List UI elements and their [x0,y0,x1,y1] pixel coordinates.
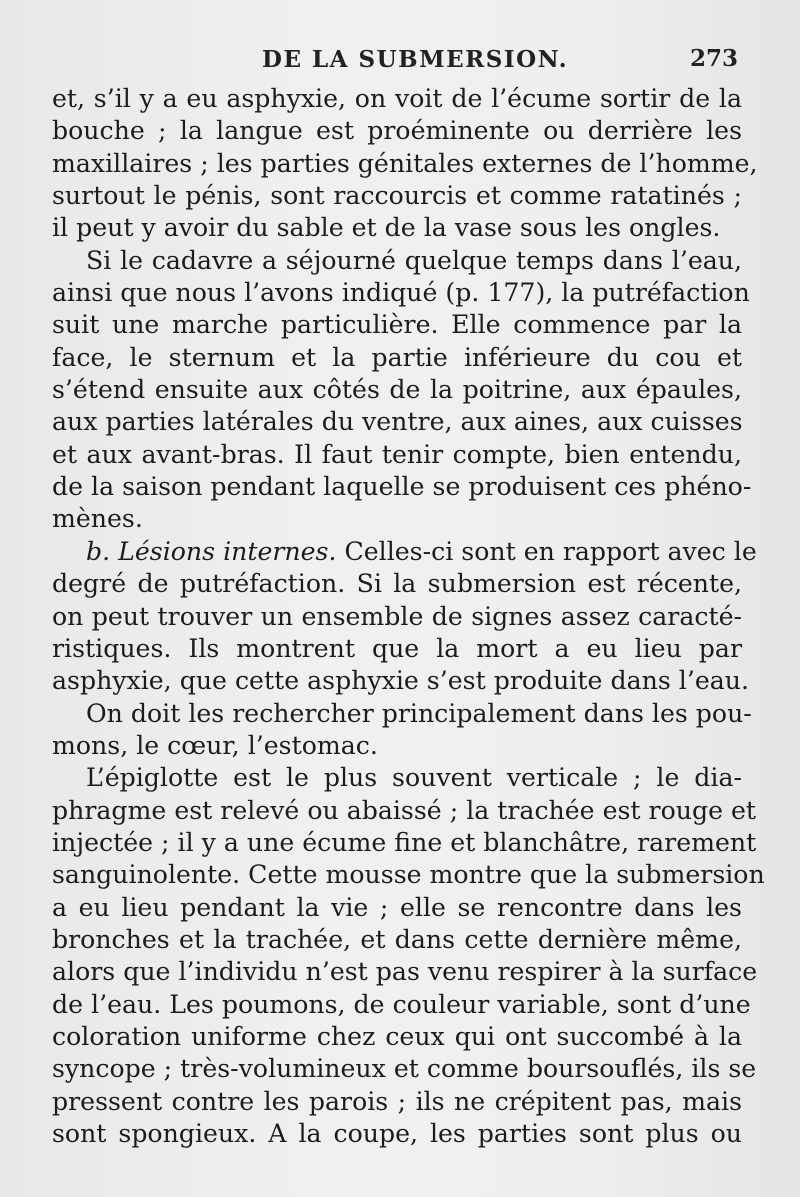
text-line: injectée ; il y a une écume fine et blanchâtre, rarement [52,827,757,857]
text-line: L’épiglotte est le plus souvent verticale ; le dia- [86,763,742,793]
body-text [52,83,765,1150]
text-line: ainsi que nous l’avons indiqué (p. 177), la putréfaction [52,278,750,308]
text-line: a eu lieu pendant la vie ; elle se rencontre dans les [52,892,742,922]
paragraph-1 [52,83,758,245]
text-line: Si le cadavre a séjourné quelque temps dans l’eau, [86,245,742,275]
text-line: coloration uniforme chez ceux qui ont succombé à la [52,1021,742,1051]
text-line: et aux avant-bras. Il faut tenir compte, bien entendu, [52,439,742,469]
text-line: aux parties latérales du ventre, aux aines, aux cuisses [52,407,743,437]
text-line: bronches et la trachée, et dans cette dernière même, [52,924,742,954]
text-line: sont spongieux. A la coupe, les parties sont plus ou [52,1119,742,1148]
paragraph-2 [52,245,752,536]
text-line: alors que l’individu n’est pas venu respirer à la surface [52,957,758,987]
text-line: asphyxie, que cette asphyxie s’est produite dans l’eau. [52,666,749,696]
text-line: maxillaires ; les parties génitales externes de l’homme, [52,148,758,178]
text-line: de l’eau. Les poumons, de couleur variable, sont d’une [52,989,751,1019]
text-line: phragme est relevé ou abaissé ; la trachée est rouge et [52,795,757,825]
text-line: On doit les rechercher principalement dans les pou- [86,698,752,728]
text-line: mènes. [52,504,143,534]
text-line: bouche ; la langue est proéminente ou derrière les [52,116,742,146]
text-line: on peut trouver un ensemble de signes assez caracté- [52,601,742,631]
page-number: 273 [689,45,738,72]
text-line: suit une marche particulière. Elle commence par la [52,310,742,340]
text-line: il peut y avoir du sable et de la vase sous les ongles. [52,213,721,243]
text-fragment: Celles-ci sont en rapport avec le [336,536,757,566]
text-line: s’étend ensuite aux côtés de la poitrine, aux épaules, [52,375,742,405]
text-line: face, le sternum et la partie inférieure du cou et [52,342,742,372]
text-line: et, s’il y a eu asphyxie, on voit de l’écume sortir de la [52,84,742,113]
paragraph-4 [52,698,752,763]
text-line [52,536,757,568]
text-line: degré de putréfaction. Si la submersion est récente, [52,569,742,599]
paragraph-5 [52,762,765,1150]
text-line: surtout le pénis, sont raccourcis et comme ratatinés ; [52,181,742,211]
paragraph-3 [52,536,757,698]
text-line: de la saison pendant laquelle se produisent ces phéno- [52,472,752,502]
section-lead: b. Lésions internes. [86,536,337,566]
text-line: ristiques. Ils montrent que la mort a eu lieu par [52,633,742,663]
running-title: DE LA SUBMERSION. [262,46,569,73]
text-line: pressent contre les parois ; ils ne crépitent pas, mais [52,1086,742,1116]
text-line: mons, le cœur, l’estomac. [52,730,378,760]
text-line: syncope ; très-volumineux et comme boursouflés, ils se [52,1054,757,1084]
text-line: sanguinolente. Cette mousse montre que la submersion [52,860,765,890]
